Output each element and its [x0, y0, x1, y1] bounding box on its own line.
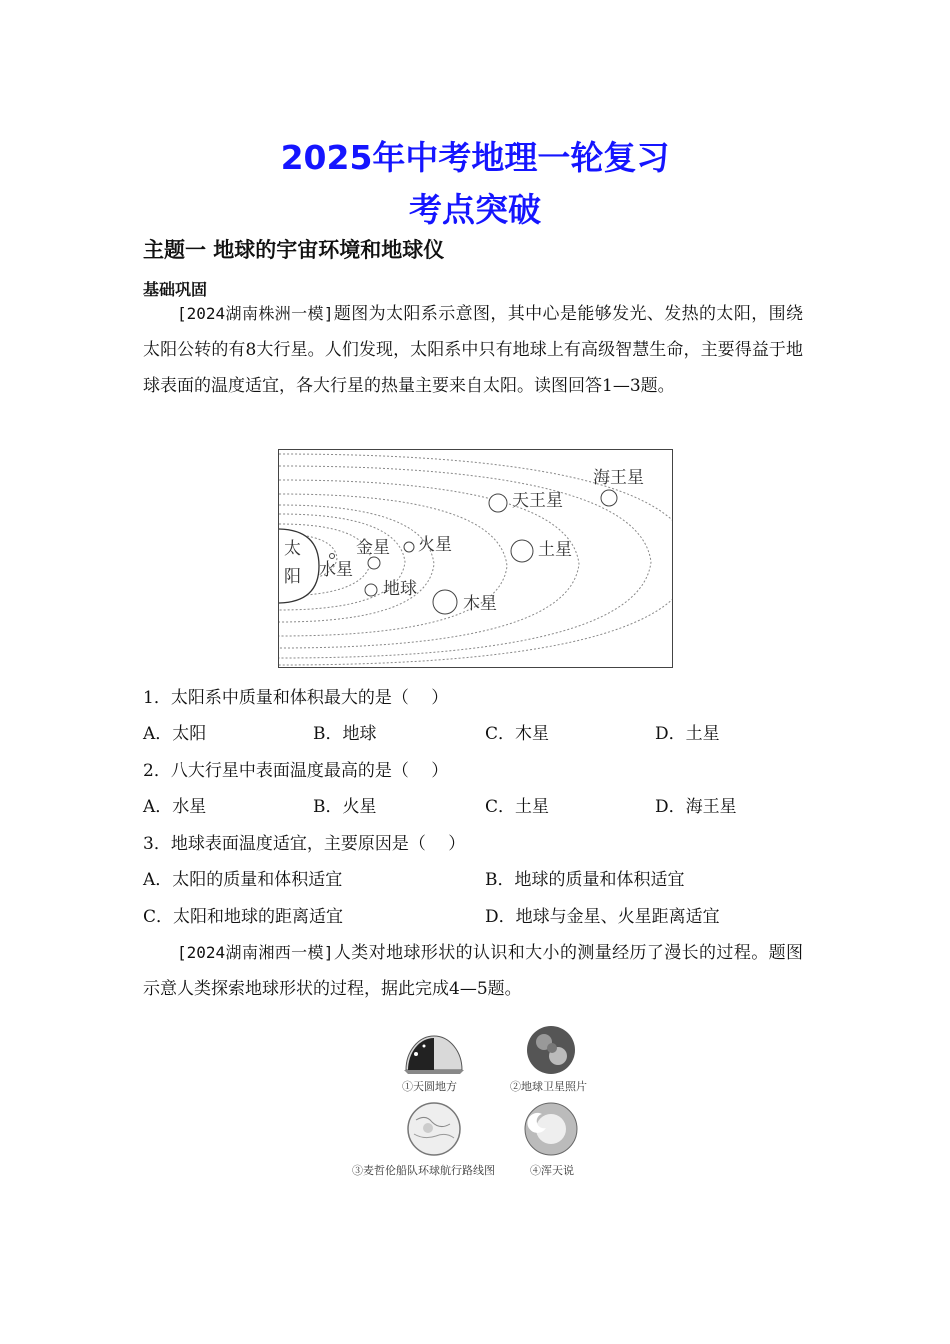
satellite-earth-icon [522, 1024, 580, 1076]
intro-text: 题图为太阳系示意图，其中心是能够发光、发热的太阳，围绕太阳公转的有8大行星。人们发现，太阳系中只有地球上有高级智慧生命，主要得益于地球表面的温度适宜，各大行星的热量主要来自太阳。读图回答1—3题。 [143, 304, 803, 396]
sun-label-top: 太 [284, 539, 301, 559]
uranus-label: 天王星 [512, 491, 563, 511]
neptune-icon [601, 490, 617, 506]
q1-option-c: C．木星 [485, 724, 550, 744]
q3-option-a: A．太阳的质量和体积适宜 [143, 870, 343, 890]
venus-label: 金星 [356, 538, 390, 558]
q2-option-c: C．土星 [485, 797, 550, 817]
venus-icon [368, 557, 380, 569]
sky-round-earth-square-icon [402, 1026, 466, 1076]
mars-label: 火星 [418, 535, 452, 555]
armillary-sphere-icon [522, 1100, 580, 1158]
uranus-icon [489, 494, 507, 512]
question-2-stem: 2．八大行星中表面温度最高的是（ ） [143, 761, 449, 781]
earth-icon [365, 584, 377, 596]
page-title: 2025年中考地理一轮复习 [280, 138, 670, 177]
caption-2: ②地球卫星照片 [510, 1080, 587, 1093]
q1-option-b: B．地球 [313, 724, 377, 744]
caption-4: ④浑天说 [530, 1164, 574, 1177]
saturn-icon [511, 540, 533, 562]
neptune-label: 海王星 [593, 468, 644, 488]
question-3-stem: 3．地球表面温度适宜，主要原因是（ ） [143, 834, 466, 854]
solar-system-diagram [279, 450, 672, 667]
source-tag: [2024湖南株洲一模] [177, 304, 334, 323]
section-subheading: 基础巩固 [143, 280, 208, 299]
q3-option-d: D．地球与金星、火星距离适宜 [485, 907, 720, 927]
intro-paragraph-2 [143, 935, 803, 1007]
q3-option-b: B．地球的质量和体积适宜 [485, 870, 685, 890]
earth-shape-figure [350, 1022, 600, 1182]
q2-option-d: D．海王星 [655, 797, 737, 817]
q1-option-a: A．太阳 [143, 724, 207, 744]
jupiter-label: 木星 [463, 594, 497, 614]
q1-option-d: D．土星 [655, 724, 720, 744]
page-subtitle: 考点突破 [409, 190, 541, 229]
intro-paragraph-1 [143, 296, 803, 404]
q3-option-c: C．太阳和地球的距离适宜 [143, 907, 344, 927]
jupiter-icon [433, 590, 457, 614]
mercury-icon [330, 554, 335, 559]
earth-label: 地球 [383, 579, 417, 599]
caption-1: ①天圆地方 [402, 1080, 457, 1093]
source-tag-2: [2024湖南湘西一模] [177, 943, 334, 962]
saturn-label: 土星 [538, 540, 572, 560]
q2-option-b: B．火星 [313, 797, 377, 817]
q2-option-a: A．水星 [143, 797, 207, 817]
mars-icon [404, 542, 414, 552]
sun-label-bottom: 阳 [284, 567, 301, 587]
solar-system-figure [278, 449, 673, 668]
mercury-label: 水星 [319, 560, 353, 580]
magellan-route-icon [402, 1100, 466, 1158]
question-1-stem: 1．太阳系中质量和体积最大的是（ ） [143, 688, 449, 708]
theme-heading: 主题一 地球的宇宙环境和地球仪 [143, 238, 445, 262]
caption-3: ③麦哲伦船队环球航行路线图 [352, 1164, 495, 1177]
intro-text-2: 人类对地球形状的认识和大小的测量经历了漫长的过程。题图示意人类探索地球形状的过程，据此完成4—5题。 [143, 943, 803, 999]
